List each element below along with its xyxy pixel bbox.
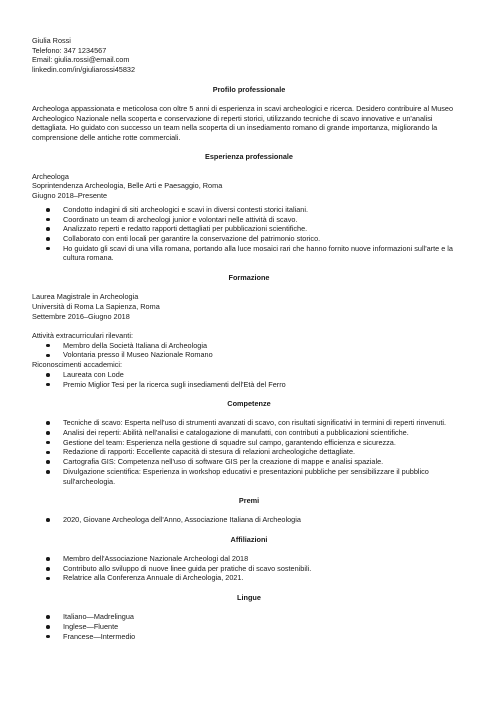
languages-heading: Lingue xyxy=(237,592,261,602)
affiliations-list xyxy=(32,554,466,583)
contact-name: Giulia Rossi xyxy=(32,36,71,45)
education-degree: Laurea Magistrale in Archeologia xyxy=(32,292,139,302)
list-item: Inglese—Fluente xyxy=(32,622,466,632)
affiliations-heading: Affiliazioni xyxy=(230,534,268,544)
skills-list xyxy=(32,418,466,486)
list-item: Membro della Società Italiana di Archeologia xyxy=(32,341,466,351)
list-item: Collaborato con enti locali per garantire la conservazione del patrimonio storico. xyxy=(32,234,466,244)
list-item: Divulgazione scientifica: Esperienza in workshop educativi e presentazioni pubbliche per sensibilizzare il pubblico sull'archeologia. xyxy=(32,467,466,486)
education-dates: Settembre 2016–Giugno 2018 xyxy=(32,311,130,321)
list-item: Relatrice alla Conferenza Annuale di Archeologia, 2021. xyxy=(32,573,466,583)
list-item: Gestione del team: Esperienza nella gestione di squadre sul campo, garantendo efficienza e sicurezza. xyxy=(32,438,466,448)
experience-heading: Esperienza professionale xyxy=(204,152,293,162)
list-item: Ho guidato gli scavi di una villa romana, portando alla luce mosaici rari che hanno fornito nuove informazioni sull'arte e la cultura romana. xyxy=(32,244,466,263)
list-item: Contributo allo sviluppo di nuove linee guida per pratiche di scavo sostenibili. xyxy=(32,564,466,574)
profile-text: Archeologa appassionata e meticolosa con oltre 5 anni di esperienza in scavi archeologici e ricerca. Desidero contribuire al Museo Archeologico Nazionale nella scoperta e conservazione di reperti storici, utilizzando tecniche di scavo innovative e un'analisi dettagliata. Ho guidato con successo un team nella scoperta di un insediamento romano di grande importanza, migliorando la comprensione delle antiche rotte commerciali. xyxy=(32,103,454,142)
activities-label: Attività extracurriculari rilevanti: xyxy=(32,330,133,340)
skills-heading: Competenze xyxy=(227,398,271,408)
list-item: Volontaria presso il Museo Nazionale Romano xyxy=(32,350,466,360)
list-item: Membro dell'Associazione Nazionale Archeologi dal 2018 xyxy=(32,554,466,564)
contact-phone: Telefono: 347 1234567 xyxy=(32,45,107,55)
experience-dates: Giugno 2018–Presente xyxy=(32,191,108,201)
list-item: Tecniche di scavo: Esperta nell'uso di strumenti avanzati di scavo, con risultati significativi in termini di reperti rinvenuti. xyxy=(32,418,466,428)
list-item: Redazione di rapporti: Eccellente capacità di stesura di relazioni archeologiche dettagliate. xyxy=(32,447,466,457)
list-item: Condotto indagini di siti archeologici e scavi in diversi contesti storici italiani. xyxy=(32,205,466,215)
awards-list xyxy=(32,515,466,525)
list-item: Premio Miglior Tesi per la ricerca sugli insediamenti dell'Età del Ferro xyxy=(32,380,466,390)
list-item: Analizzato reperti e redatto rapporti dettagliati per pubblicazioni scientifiche. xyxy=(32,224,466,234)
list-item: 2020, Giovane Archeologa dell'Anno, Associazione Italiana di Archeologia xyxy=(32,515,466,525)
languages-list xyxy=(32,612,466,641)
education-heading: Formazione xyxy=(228,272,270,282)
list-item: Analisi dei reperti: Abilità nell'analisi e catalogazione di manufatti, con contributi a pubblicazioni scientifiche. xyxy=(32,428,466,438)
list-item: Laureata con Lode xyxy=(32,370,466,380)
list-item: Cartografia GIS: Competenza nell'uso di software GIS per la creazione di mappe e analisi spaziale. xyxy=(32,457,466,467)
list-item: Coordinato un team di archeologi junior e volontari nelle attività di scavo. xyxy=(32,215,466,225)
contact-linkedin: linkedin.com/in/giuliarossi45832 xyxy=(32,65,136,75)
list-item: Italiano—Madrelingua xyxy=(32,612,466,622)
experience-role: Archeologa xyxy=(32,171,69,181)
academic-awards-label: Riconoscimenti accademici: xyxy=(32,360,123,370)
contact-email: Email: giulia.rossi@email.com xyxy=(32,55,130,65)
awards-heading: Premi xyxy=(238,495,260,505)
contact-block xyxy=(32,36,466,75)
education-school: Università di Roma La Sapienza, Roma xyxy=(32,301,160,311)
profile-heading: Profilo professionale xyxy=(212,84,286,94)
experience-list xyxy=(32,205,466,263)
list-item: Francese—Intermedio xyxy=(32,632,466,642)
academic-awards-list xyxy=(32,370,466,389)
activities-list xyxy=(32,341,466,360)
experience-organization: Soprintendenza Archeologia, Belle Arti e Paesaggio, Roma xyxy=(32,181,223,191)
